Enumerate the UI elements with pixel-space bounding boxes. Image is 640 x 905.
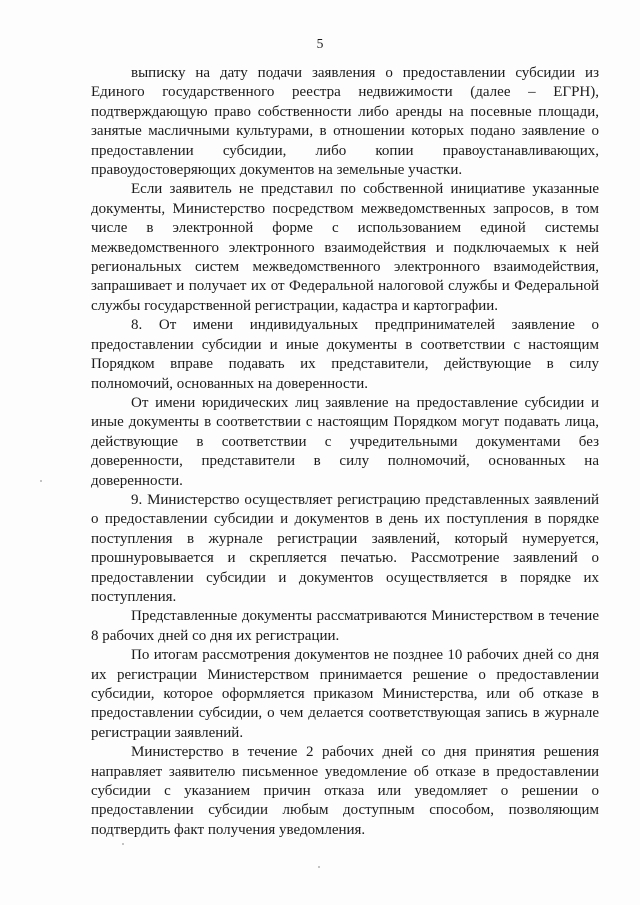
page-number: 5 bbox=[316, 36, 324, 51]
paragraph-notification: Министерство в течение 2 рабочих дней со дня принятия решения направляет заявителю письменное уведомление об отказе в предоставлении субсидии с указанием причин отказа или уведомляет о решении о предоставлении субсидии любым доступным способом, позволяющим подтвердить факт получения уведомления. bbox=[91, 744, 599, 838]
paragraph-interagency-requests: Если заявитель не представил по собственной инициативе указанные документы, Министерство посредством межведомственных запросов, в том числе в электронной форме с использованием единой системы межведомственного электронного взаимодействия и подключаемых к ней региональных систем межведомственного электронного взаимодействия, запрашивает и получает их от Федеральной налоговой службы и Федеральной службы государственной регистрации, кадастра и картографии. bbox=[91, 181, 599, 314]
scan-speck bbox=[318, 866, 320, 868]
paragraph-review-period: Представленные документы рассматриваются Министерством в течение 8 рабочих дней со дня их регистрации. bbox=[91, 608, 599, 644]
scan-speck bbox=[40, 480, 42, 482]
document-body bbox=[91, 64, 599, 840]
paragraph-egrn-extract: выписку на дату подачи заявления о предоставлении субсидии из Единого государственного реестра недвижимости (далее – ЕГРН), подтверждающую право собственности либо аренды на посевные площади, занятые масличными культурами, в отношении которых подано заявление о предоставлении субсидии, либо копии правоустанавливающих, правоудостоверяющих документов на земельные участки. bbox=[91, 65, 599, 179]
paragraph-item-9-registration: 9. Министерство осуществляет регистрацию представленных заявлений о предоставлении субсидии и документов в день их поступления в порядке поступления в журнале регистрации заявлений, который нумеруется, прошнуровывается и скрепляется печатью. Рассмотрение заявлений о предоставлении субсидии и документов осуществляется в порядке их поступления. bbox=[91, 491, 599, 605]
paragraph-decision: По итогам рассмотрения документов не позднее 10 рабочих дней со дня их регистрации Министерством принимается решение о предоставлении субсидии, которое оформляется приказом Министерства, или об отказе в предоставлении субсидии, о чем делается соответствующая запись в журнале регистрации заявлений. bbox=[91, 647, 599, 741]
paragraph-item-8-individual-entrepreneurs: 8. От имени индивидуальных предпринимателей заявление о предоставлении субсидии и иные документы в соответствии с настоящим Порядком вправе подавать их представители, действующие в силу полномочий, основанных на доверенности. bbox=[91, 317, 599, 392]
scan-speck bbox=[122, 843, 124, 845]
paragraph-legal-entities: От имени юридических лиц заявление на предоставление субсидии и иные документы в соответствии с настоящим Порядком могут подавать лица, действующие в соответствии с учредительными документами без доверенности, представители в силу полномочий, основанных на доверенности. bbox=[91, 394, 599, 489]
